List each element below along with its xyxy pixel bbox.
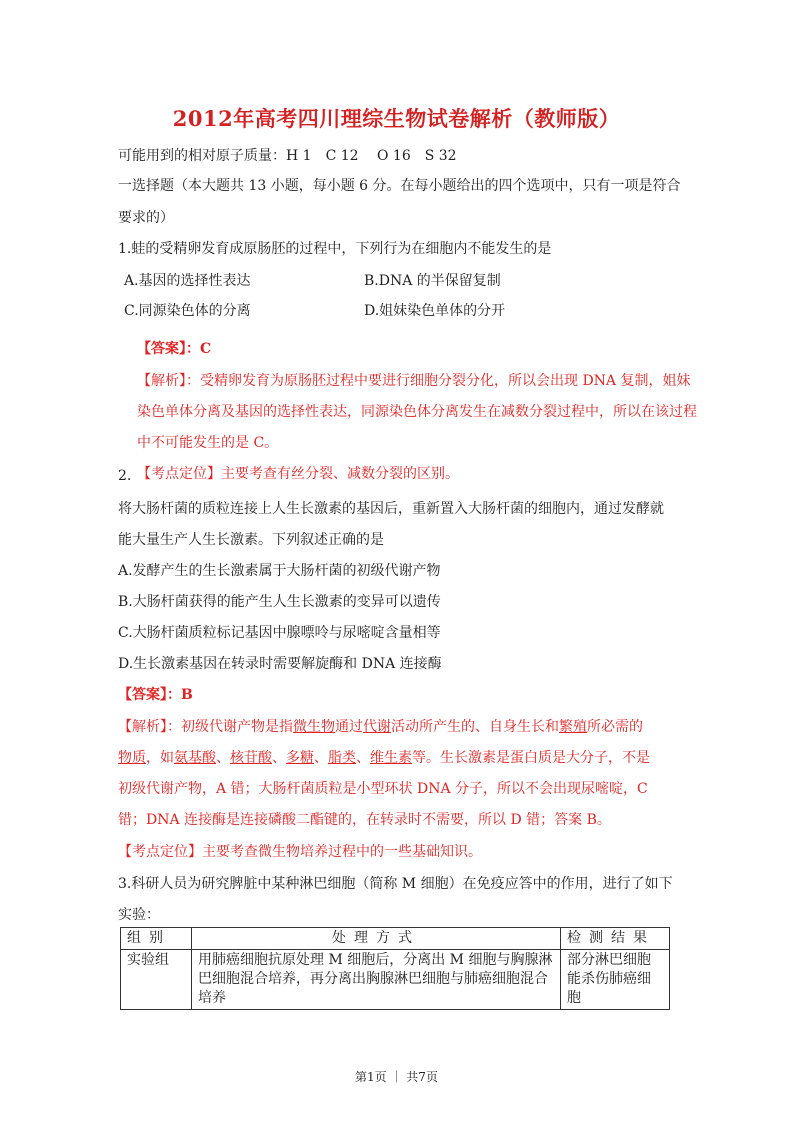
q2-analysis-text: 、 <box>314 750 328 766</box>
q1-analysis-end: 中不可能发生的是 C。 <box>137 435 279 451</box>
page-footer: 第1页 ｜ 共7页 <box>355 1070 438 1084</box>
link-substance[interactable]: 物质 <box>118 750 146 766</box>
q2-analysis-line3: 初级代谢产物，A 错；大肠杆菌质粒是小型环状 DNA 分子，所以不会出现尿嘧啶，C <box>118 781 648 797</box>
q2-analysis-text: 、 <box>356 750 370 766</box>
q1-stem: 1.蛙的受精卵发育成原肠胚的过程中，下列行为在细胞内不能发生的是 <box>118 241 552 257</box>
q2-analysis-text: 【解析】：初级代谢产物是指 <box>118 719 293 735</box>
q2-kaodian: 【考点定位】主要考查微生物培养过程中的一些基础知识。 <box>118 844 482 860</box>
page-title: 2012年高考四川理综生物试卷解析（教师版） <box>172 106 621 131</box>
q2-analysis-text: 、 <box>216 750 230 766</box>
q2-analysis-line4: 错；DNA 连接酶是连接磷酸二酯键的，在转录时不需要，所以 D 错；答案 B。 <box>118 812 611 828</box>
q1-option-b: B.DNA 的半保留复制 <box>364 273 501 289</box>
q2-analysis-cont <box>118 749 650 767</box>
q2-option-c: C.大肠杆菌质粒标记基因中腺嘌呤与尿嘧啶含量相等 <box>118 625 441 641</box>
q1-analysis: 【解析】：受精卵发育为原肠胚过程中要进行细胞分裂分化，所以会出现 DNA 复制，姐妹 <box>137 373 691 389</box>
table-cell-method: 用肺癌细胞抗原处理 M 细胞后，分离出 M 细胞与胸腺淋巴细胞混合培养，再分离出胸腺淋巴细胞与肺癌细胞混合培养 <box>192 950 561 1010</box>
link-microbe[interactable]: 微生物 <box>293 719 335 735</box>
section-intro: 一选择题（本大题共 13 小题，每小题 6 分。在每小题给出的四个选项中，只有一项是符合 <box>118 178 681 194</box>
atomic-mass-line: 可能用到的相对原子质量：H 1 C 12 O 16 S 32 <box>118 148 457 164</box>
q2-analysis-text: 所必需的 <box>587 719 643 735</box>
q2-analysis <box>118 718 643 736</box>
table-header: 组别 <box>121 928 192 950</box>
table-cell-group: 实验组 <box>121 950 192 1010</box>
q2-stem-cont: 能大量生产人生长激素。下列叙述正确的是 <box>118 532 384 548</box>
table-header-row <box>121 928 670 950</box>
q2-analysis-text: 活动所产生的、自身生长和 <box>391 719 559 735</box>
link-amino-acid[interactable]: 氨基酸 <box>174 750 216 766</box>
table-header: 处理方式 <box>192 928 561 950</box>
link-metabolism[interactable]: 代谢 <box>363 719 391 735</box>
link-vitamin[interactable]: 维生素 <box>370 750 412 766</box>
link-reproduction[interactable]: 繁殖 <box>559 719 587 735</box>
q1-option-c: C.同源染色体的分离 <box>124 303 251 319</box>
q2-analysis-text: 、 <box>272 750 286 766</box>
table-cell-result: 部分淋巴细胞能杀伤肺癌细胞 <box>561 950 670 1010</box>
q3-stem-cont: 实验： <box>118 907 160 923</box>
link-lipid[interactable]: 脂类 <box>328 750 356 766</box>
q2-option-a: A.发酵产生的生长激素属于大肠杆菌的初级代谢产物 <box>118 563 441 579</box>
q1-answer: 【答案】：C <box>137 341 212 357</box>
q2-option-d: D.生长激素基因在转录时需要解旋酶和 DNA 连接酶 <box>118 656 442 672</box>
q1-option-d: D.姐妹染色单体的分开 <box>364 303 506 319</box>
q1-option-a: A.基因的选择性表达 <box>124 273 251 289</box>
table-row <box>121 950 670 1010</box>
q2-analysis-text: 等。生长激素是蛋白质是大分子，不是 <box>412 750 650 766</box>
q2-answer: 【答案】：B <box>118 687 193 703</box>
q2-number: 2. <box>118 468 132 484</box>
q1-analysis-cont: 染色单体分离及基因的选择性表达，同源染色体分离发生在减数分裂过程中，所以在该过程 <box>137 404 697 420</box>
link-polysaccharide[interactable]: 多糖 <box>286 750 314 766</box>
q2-analysis-text: 通过 <box>335 719 363 735</box>
link-nucleotide[interactable]: 核苷酸 <box>230 750 272 766</box>
q1-kaodian: 【考点定位】主要考查有丝分裂、减数分裂的区别。 <box>137 466 459 482</box>
q2-stem: 将大肠杆菌的质粒连接上人生长激素的基因后，重新置入大肠杆菌的细胞内，通过发酵就 <box>118 501 664 517</box>
table-header: 检测结果 <box>561 928 670 950</box>
q3-stem: 3.科研人员为研究脾脏中某种淋巴细胞（简称 M 细胞）在免疫应答中的作用，进行了如下 <box>118 876 673 892</box>
experiment-table <box>120 927 670 1010</box>
q2-option-b: B.大肠杆菌获得的能产生人生长激素的变异可以遗传 <box>118 594 441 610</box>
section-intro-cont: 要求的） <box>118 210 174 226</box>
q2-analysis-text: ，如 <box>146 750 174 766</box>
